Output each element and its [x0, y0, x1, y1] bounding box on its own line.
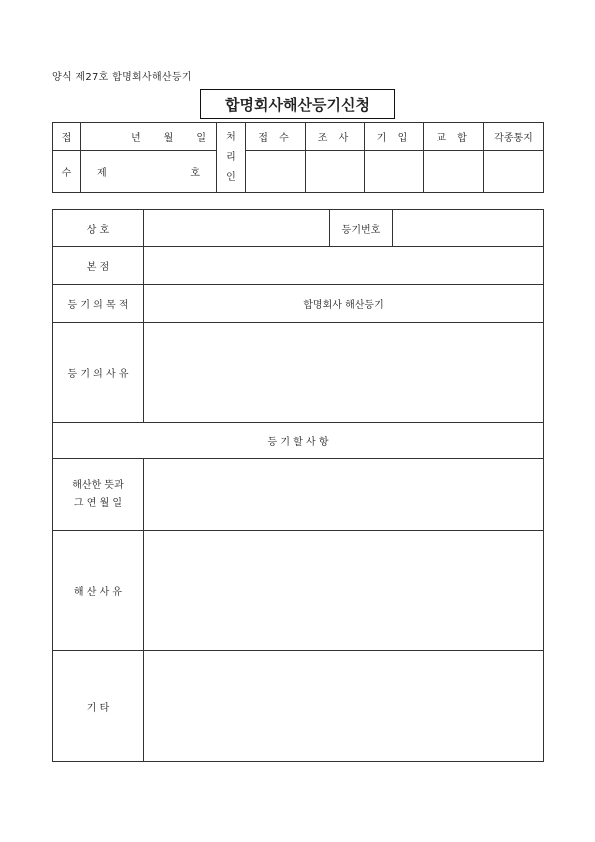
dissolution-reason-label: 해 산 사 유: [53, 531, 144, 651]
receipt-label-bottom: 수: [53, 151, 81, 193]
receipt-no-suffix: 호: [190, 168, 200, 179]
form-title: 합명회사해산등기신청: [200, 89, 395, 119]
receipt-table: [52, 122, 544, 193]
header-review: 조 사: [306, 123, 365, 151]
dissolution-intent-label: [53, 459, 144, 531]
processing-char-2: 리: [226, 151, 236, 163]
receipt-no-prefix: 제: [97, 168, 107, 179]
reg-number-field[interactable]: [393, 210, 544, 247]
stamp-entry[interactable]: [365, 151, 424, 193]
dissolution-intent-line-2: 그 연 월 일: [73, 497, 123, 509]
receipt-year-label: 년: [131, 133, 141, 144]
form-number-label: 양식 제27호 합명회사해산등기: [52, 72, 192, 83]
trade-name-field[interactable]: [144, 210, 330, 247]
stamp-verify[interactable]: [424, 151, 484, 193]
processing-char-3: 인: [226, 171, 236, 183]
other-label: 기 타: [53, 651, 144, 762]
header-verify: 교 합: [424, 123, 484, 151]
processing-label: [217, 123, 246, 193]
matters-header: 등 기 할 사 항: [53, 423, 544, 459]
receipt-number-cell[interactable]: [81, 151, 217, 193]
processing-char-1: 처: [226, 131, 236, 143]
receipt-month-label: 월: [163, 133, 174, 144]
reg-number-label: 등기번호: [330, 210, 393, 247]
dissolution-reason-field[interactable]: [144, 531, 544, 651]
receipt-date-cell[interactable]: [81, 123, 217, 151]
other-field[interactable]: [144, 651, 544, 762]
trade-name-label: 상 호: [53, 210, 144, 247]
purpose-value: 합명회사 해산등기: [144, 285, 544, 323]
stamp-review[interactable]: [306, 151, 365, 193]
dissolution-intent-field[interactable]: [144, 459, 544, 531]
header-notice: 각종통지: [484, 123, 544, 151]
application-table: [52, 209, 544, 762]
purpose-label: 등 기 의 목 적: [53, 285, 144, 323]
cause-label: 등 기 의 사 유: [53, 323, 144, 423]
dissolution-intent-line-1: 해산한 뜻과: [72, 479, 124, 491]
stamp-receipt[interactable]: [246, 151, 306, 193]
receipt-day-label: 일: [196, 133, 206, 144]
head-office-field[interactable]: [144, 247, 544, 285]
header-entry: 기 입: [365, 123, 424, 151]
cause-field[interactable]: [144, 323, 544, 423]
stamp-notice[interactable]: [484, 151, 544, 193]
header-receipt: 접 수: [246, 123, 306, 151]
receipt-label-top: 접: [53, 123, 81, 151]
head-office-label: 본 점: [53, 247, 144, 285]
